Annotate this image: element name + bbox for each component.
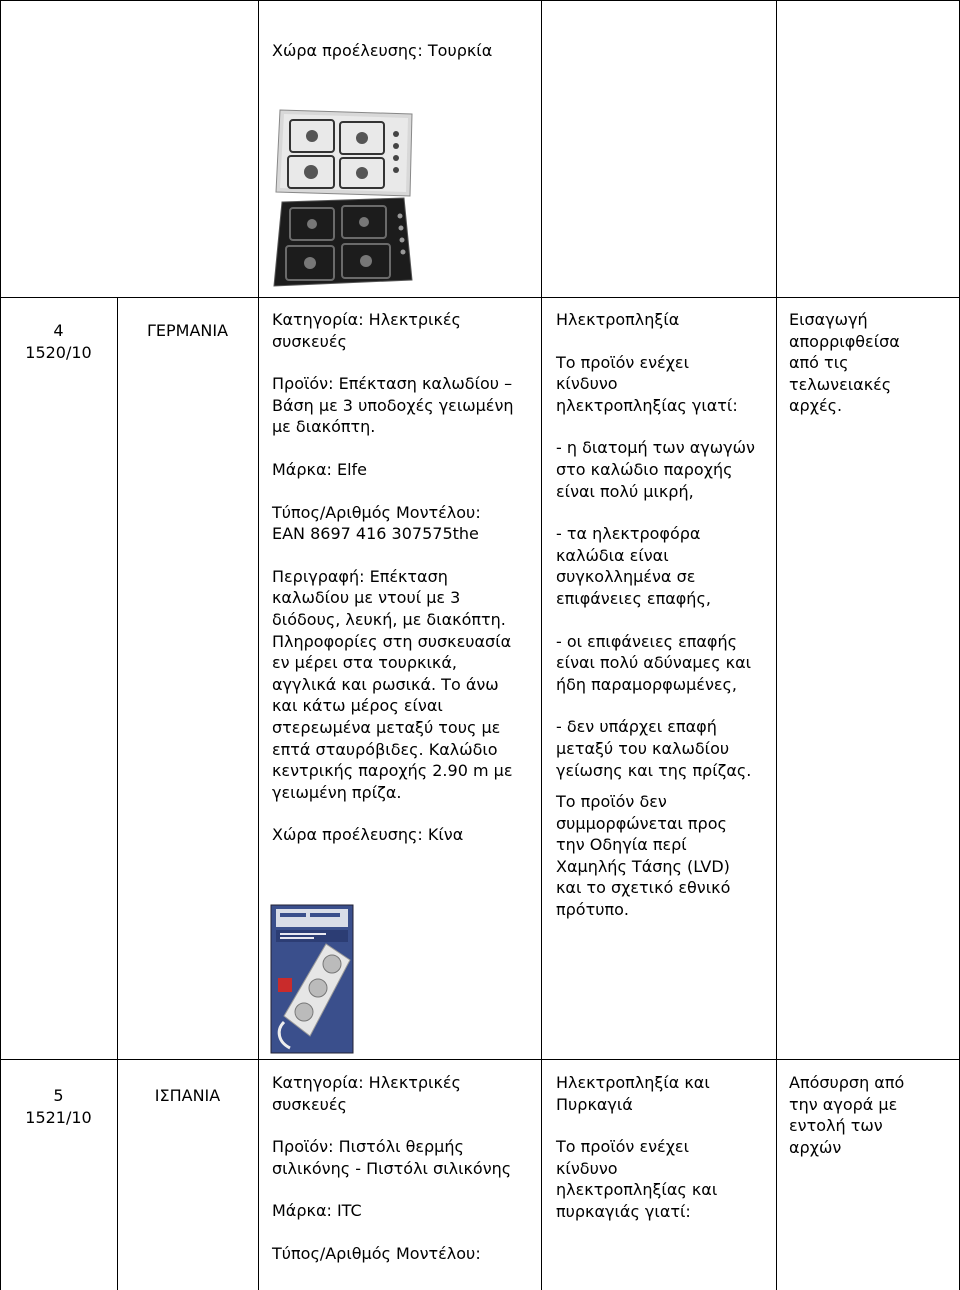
column-divider bbox=[776, 0, 777, 1290]
measures-taken: Εισαγωγή απορριφθείσα από τις τελωνειακές αρχές. bbox=[789, 310, 900, 416]
description: Περιγραφή: Επέκταση καλωδίου με ντουί με 3 διόδους, λευκή, με διακόπτη. Πληροφορίες στη συσκευασία εν μέρει στα τουρκικά, αγγλικά και ρωσικά. Το άνω και κάτω μέρος είναι στερεωμένα μεταξύ τους με επτά σταυρόβιδες. Καλώδιο κεντρικής παροχής 2.90 m με γειωμένη πρίζα. bbox=[272, 566, 513, 802]
row-number: 4 bbox=[53, 321, 64, 340]
row-divider bbox=[0, 297, 960, 298]
column-divider bbox=[541, 0, 542, 1290]
product: Προϊόν: Πιστόλι θερμής σιλικόνης - Πιστόλι σιλικόνης bbox=[272, 1137, 512, 1178]
risk-item: - δεν υπάρχει επαφή μεταξύ του καλωδίου γείωσης και της πρίζας. bbox=[556, 717, 752, 780]
column-divider bbox=[117, 297, 118, 1290]
compliance-statement: Το προϊόν δεν συμμορφώνεται προς την Οδηγία περί Χαμηλής Τάσης (LVD) και το σχετικό εθνικό πρότυπο. bbox=[556, 792, 731, 920]
model: Τύπος/Αριθμός Μοντέλου: EAN 8697 416 307575the bbox=[272, 502, 481, 544]
risk-item: - η διατομή των αγωγών στο καλώδιο παροχής είναι πολύ μικρή, bbox=[556, 438, 755, 501]
country: ΙΣΠΑΝΙΑ bbox=[154, 1086, 221, 1105]
risk-title: Ηλεκτροπληξία bbox=[556, 310, 680, 329]
risk-title: Ηλεκτροπληξία και Πυρκαγιά bbox=[556, 1073, 710, 1114]
product: Προϊόν: Επέκταση καλωδίου – Βάση με 3 υποδοχές γειωμένη με διακόπτη. bbox=[272, 374, 514, 437]
table-border-top bbox=[0, 0, 960, 1]
risk-intro: Το προϊόν ενέχει κίνδυνο ηλεκτροπληξίας και πυρκαγιάς γιατί: bbox=[556, 1137, 718, 1221]
product-details bbox=[272, 309, 534, 846]
origin: Χώρα προέλευσης: Κίνα bbox=[272, 825, 464, 845]
row-number: 5 bbox=[53, 1086, 64, 1105]
category: Κατηγορία: Ηλεκτρικές συσκευές bbox=[272, 310, 461, 351]
brand: Μάρκα: Elfe bbox=[272, 459, 367, 479]
extension-cord-photo bbox=[270, 904, 354, 1054]
country: ΓΕΡΜΑΝΙΑ bbox=[146, 321, 229, 340]
reference-number: 1520/10 bbox=[25, 342, 92, 362]
row-divider bbox=[0, 1059, 960, 1060]
product-details bbox=[272, 1072, 540, 1265]
row-number-cell bbox=[0, 1085, 117, 1128]
reference-number: 1521/10 bbox=[25, 1107, 92, 1127]
column-divider bbox=[258, 0, 259, 1290]
risk-details bbox=[556, 1072, 774, 1223]
model: Τύπος/Αριθμός Μοντέλου: bbox=[272, 1243, 481, 1263]
origin-text: Χώρα προέλευσης: Τουρκία bbox=[272, 41, 493, 60]
risk-intro: Το προϊόν ενέχει κίνδυνο ηλεκτροπληξίας γιατί: bbox=[556, 352, 738, 415]
category: Κατηγορία: Ηλεκτρικές συσκευές bbox=[272, 1073, 461, 1114]
measures-taken: Απόσυρση από την αγορά με εντολή των αρχών bbox=[789, 1073, 905, 1157]
risk-item: - τα ηλεκτροφόρα καλώδια είναι συγκολλημένα σε επιφάνειες επαφής, bbox=[556, 524, 711, 608]
brand: Μάρκα: ITC bbox=[272, 1201, 362, 1221]
row-number-cell bbox=[0, 320, 117, 363]
risk-details bbox=[556, 309, 774, 921]
risk-item: - οι επιφάνειες επαφής είναι πολύ αδύναμες και ήδη παραμορφωμένες, bbox=[556, 631, 752, 694]
gas-hob-photo bbox=[272, 104, 418, 288]
